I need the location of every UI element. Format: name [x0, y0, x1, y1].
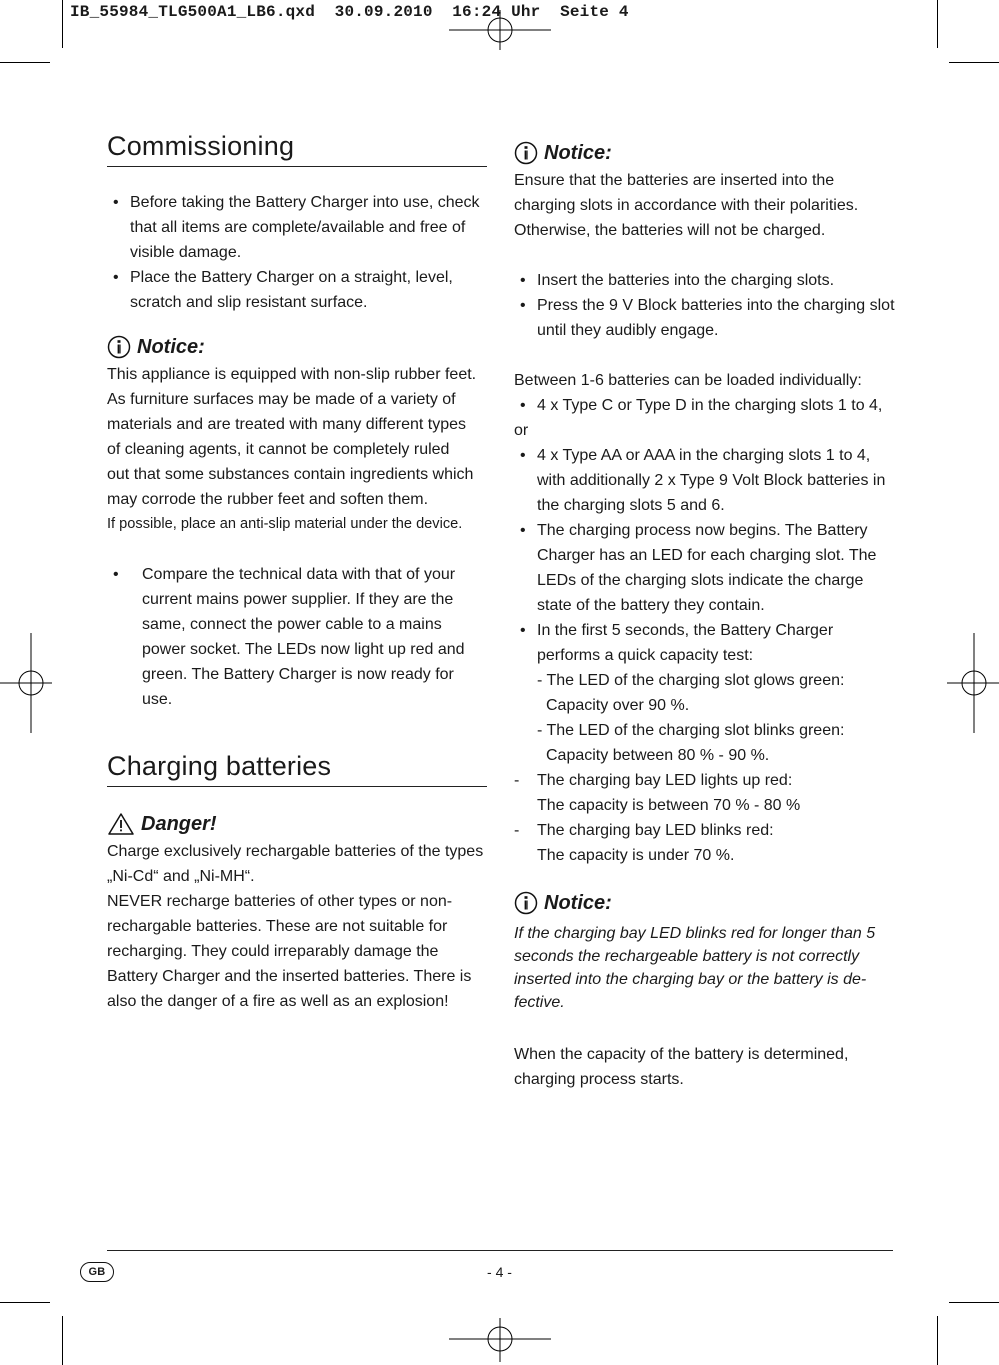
blink-capacity: Capacity between 80 % - 90 %. — [546, 747, 770, 764]
notice-line: If possible, place an anti-slip material under the device. — [107, 516, 463, 532]
crop-mark — [62, 0, 63, 48]
danger-text: NEVER recharge batteries of other types or non-rechargable batteries. These are not suitable for recharging. They could irreparably damage the Battery Charger and the inserted batteries. There is also the danger of a fire as well as an explosion! — [107, 893, 472, 1010]
notice-label: Notice: — [544, 141, 612, 164]
list-item: • The charging process now begins. The Battery Charger has an LED for each charging slot. The LEDs of the charging slots indicate the charge state of the battery they contain. — [514, 518, 896, 618]
notice-heading — [514, 138, 896, 168]
crop-mark — [949, 1302, 999, 1303]
crop-mark — [62, 1316, 63, 1365]
crop-mark — [0, 62, 50, 63]
crop-mark — [949, 62, 999, 63]
info-icon — [107, 335, 131, 359]
blink-line: - The LED of the charging slot blinks green: — [537, 722, 845, 739]
info-icon — [514, 891, 538, 915]
red-blink-line: - The charging bay LED blinks red: — [514, 818, 896, 843]
danger-heading — [107, 809, 487, 839]
footer-divider — [107, 1250, 893, 1251]
between-text: Between 1-6 batteries can be loaded individually: — [514, 372, 862, 389]
print-header: IB_55984_TLG500A1_LB6.qxd 30.09.2010 16:24 Uhr Seite 4 — [70, 3, 629, 21]
notice-line: This appliance is equipped with non-slip rubber feet. — [107, 366, 477, 383]
commissioning-heading: Commissioning — [107, 128, 487, 167]
red-line: - The charging bay LED lights up red: — [514, 768, 896, 793]
list-item: • Before taking the Battery Charger into use, check that all items are complete/available and free of visible damage. — [107, 190, 487, 265]
compare-list — [107, 562, 487, 712]
commissioning-list — [107, 190, 487, 315]
or-text: or — [514, 422, 529, 439]
right-column — [514, 128, 896, 1092]
final-text: When the capacity of the battery is determined, charging process starts. — [514, 1046, 849, 1088]
notice-line: materials and are treated with many different types — [107, 416, 466, 433]
notice-heading — [107, 332, 487, 362]
list-item: • Press the 9 V Block batteries into the charging slot until they audibly engage. — [514, 293, 896, 343]
red-capacity: The capacity is between 70 % - 80 % — [537, 797, 801, 814]
notice-text: Ensure that the batteries are inserted into the charging slots in accordance with their polarities. Otherwise, the batteries will not be charged. — [514, 172, 859, 239]
danger-text: Charge exclusively rechargable batteries of the types „Ni-Cd“ and „Ni-MH“. — [107, 843, 484, 885]
list-item: • 4 x Type AA or AAA in the charging slots 1 to 4, with additionally 2 x Type 9 Volt Block batteries in the charging slots 5 and 6. — [514, 443, 896, 518]
notice-heading — [514, 888, 896, 918]
crop-mark — [937, 1316, 938, 1365]
list-item: • 4 x Type C or Type D in the charging slots 1 to 4, — [514, 393, 896, 418]
left-column — [107, 128, 487, 1014]
info-icon — [514, 141, 538, 165]
notice-line: may corrode the rubber feet and soften them. — [107, 491, 429, 508]
danger-label: Danger! — [141, 812, 217, 835]
list-item: • In the first 5 seconds, the Battery Charger performs a quick capacity test: — [514, 618, 896, 668]
page-number: - 4 - — [487, 1264, 512, 1280]
notice-line: out that some substances contain ingredients which — [107, 466, 474, 483]
process-list — [514, 443, 896, 668]
notice-text: If the charging bay LED blinks red for longer than 5 seconds the rechargeable battery is not correctly inserted into the charging bay or the battery is de-fective. — [514, 925, 876, 1011]
insert-list — [514, 268, 896, 343]
glow-line: - The LED of the charging slot glows green: — [537, 672, 845, 689]
crop-mark — [937, 0, 938, 48]
notice-line: As furniture surfaces may be made of a variety of — [107, 391, 456, 408]
notice-label: Notice: — [137, 335, 205, 358]
warning-icon — [107, 812, 135, 836]
list-item: • Place the Battery Charger on a straight, level, scratch and slip resistant surface. — [107, 265, 487, 315]
registration-mark-icon — [449, 10, 551, 50]
charging-heading: Charging batteries — [107, 748, 487, 787]
list-item: • Compare the technical data with that of your current mains power supplier. If they are the same, connect the power cable to a mains power socket. The LEDs now light up red and green. The Battery Charger is now ready for use. — [107, 562, 487, 712]
country-badge: GB — [80, 1262, 114, 1282]
registration-mark-icon — [947, 633, 999, 733]
notice-line: of cleaning agents, it cannot be completely ruled — [107, 441, 450, 458]
notice-text — [107, 362, 487, 537]
glow-capacity: Capacity over 90 %. — [546, 697, 690, 714]
type-list — [514, 393, 896, 418]
registration-mark-icon — [449, 1318, 551, 1362]
red-blink-capacity: The capacity is under 70 %. — [537, 847, 735, 864]
notice-label: Notice: — [544, 891, 612, 914]
crop-mark — [0, 1302, 50, 1303]
registration-mark-icon — [0, 633, 52, 733]
list-item: • Insert the batteries into the charging slots. — [514, 268, 896, 293]
